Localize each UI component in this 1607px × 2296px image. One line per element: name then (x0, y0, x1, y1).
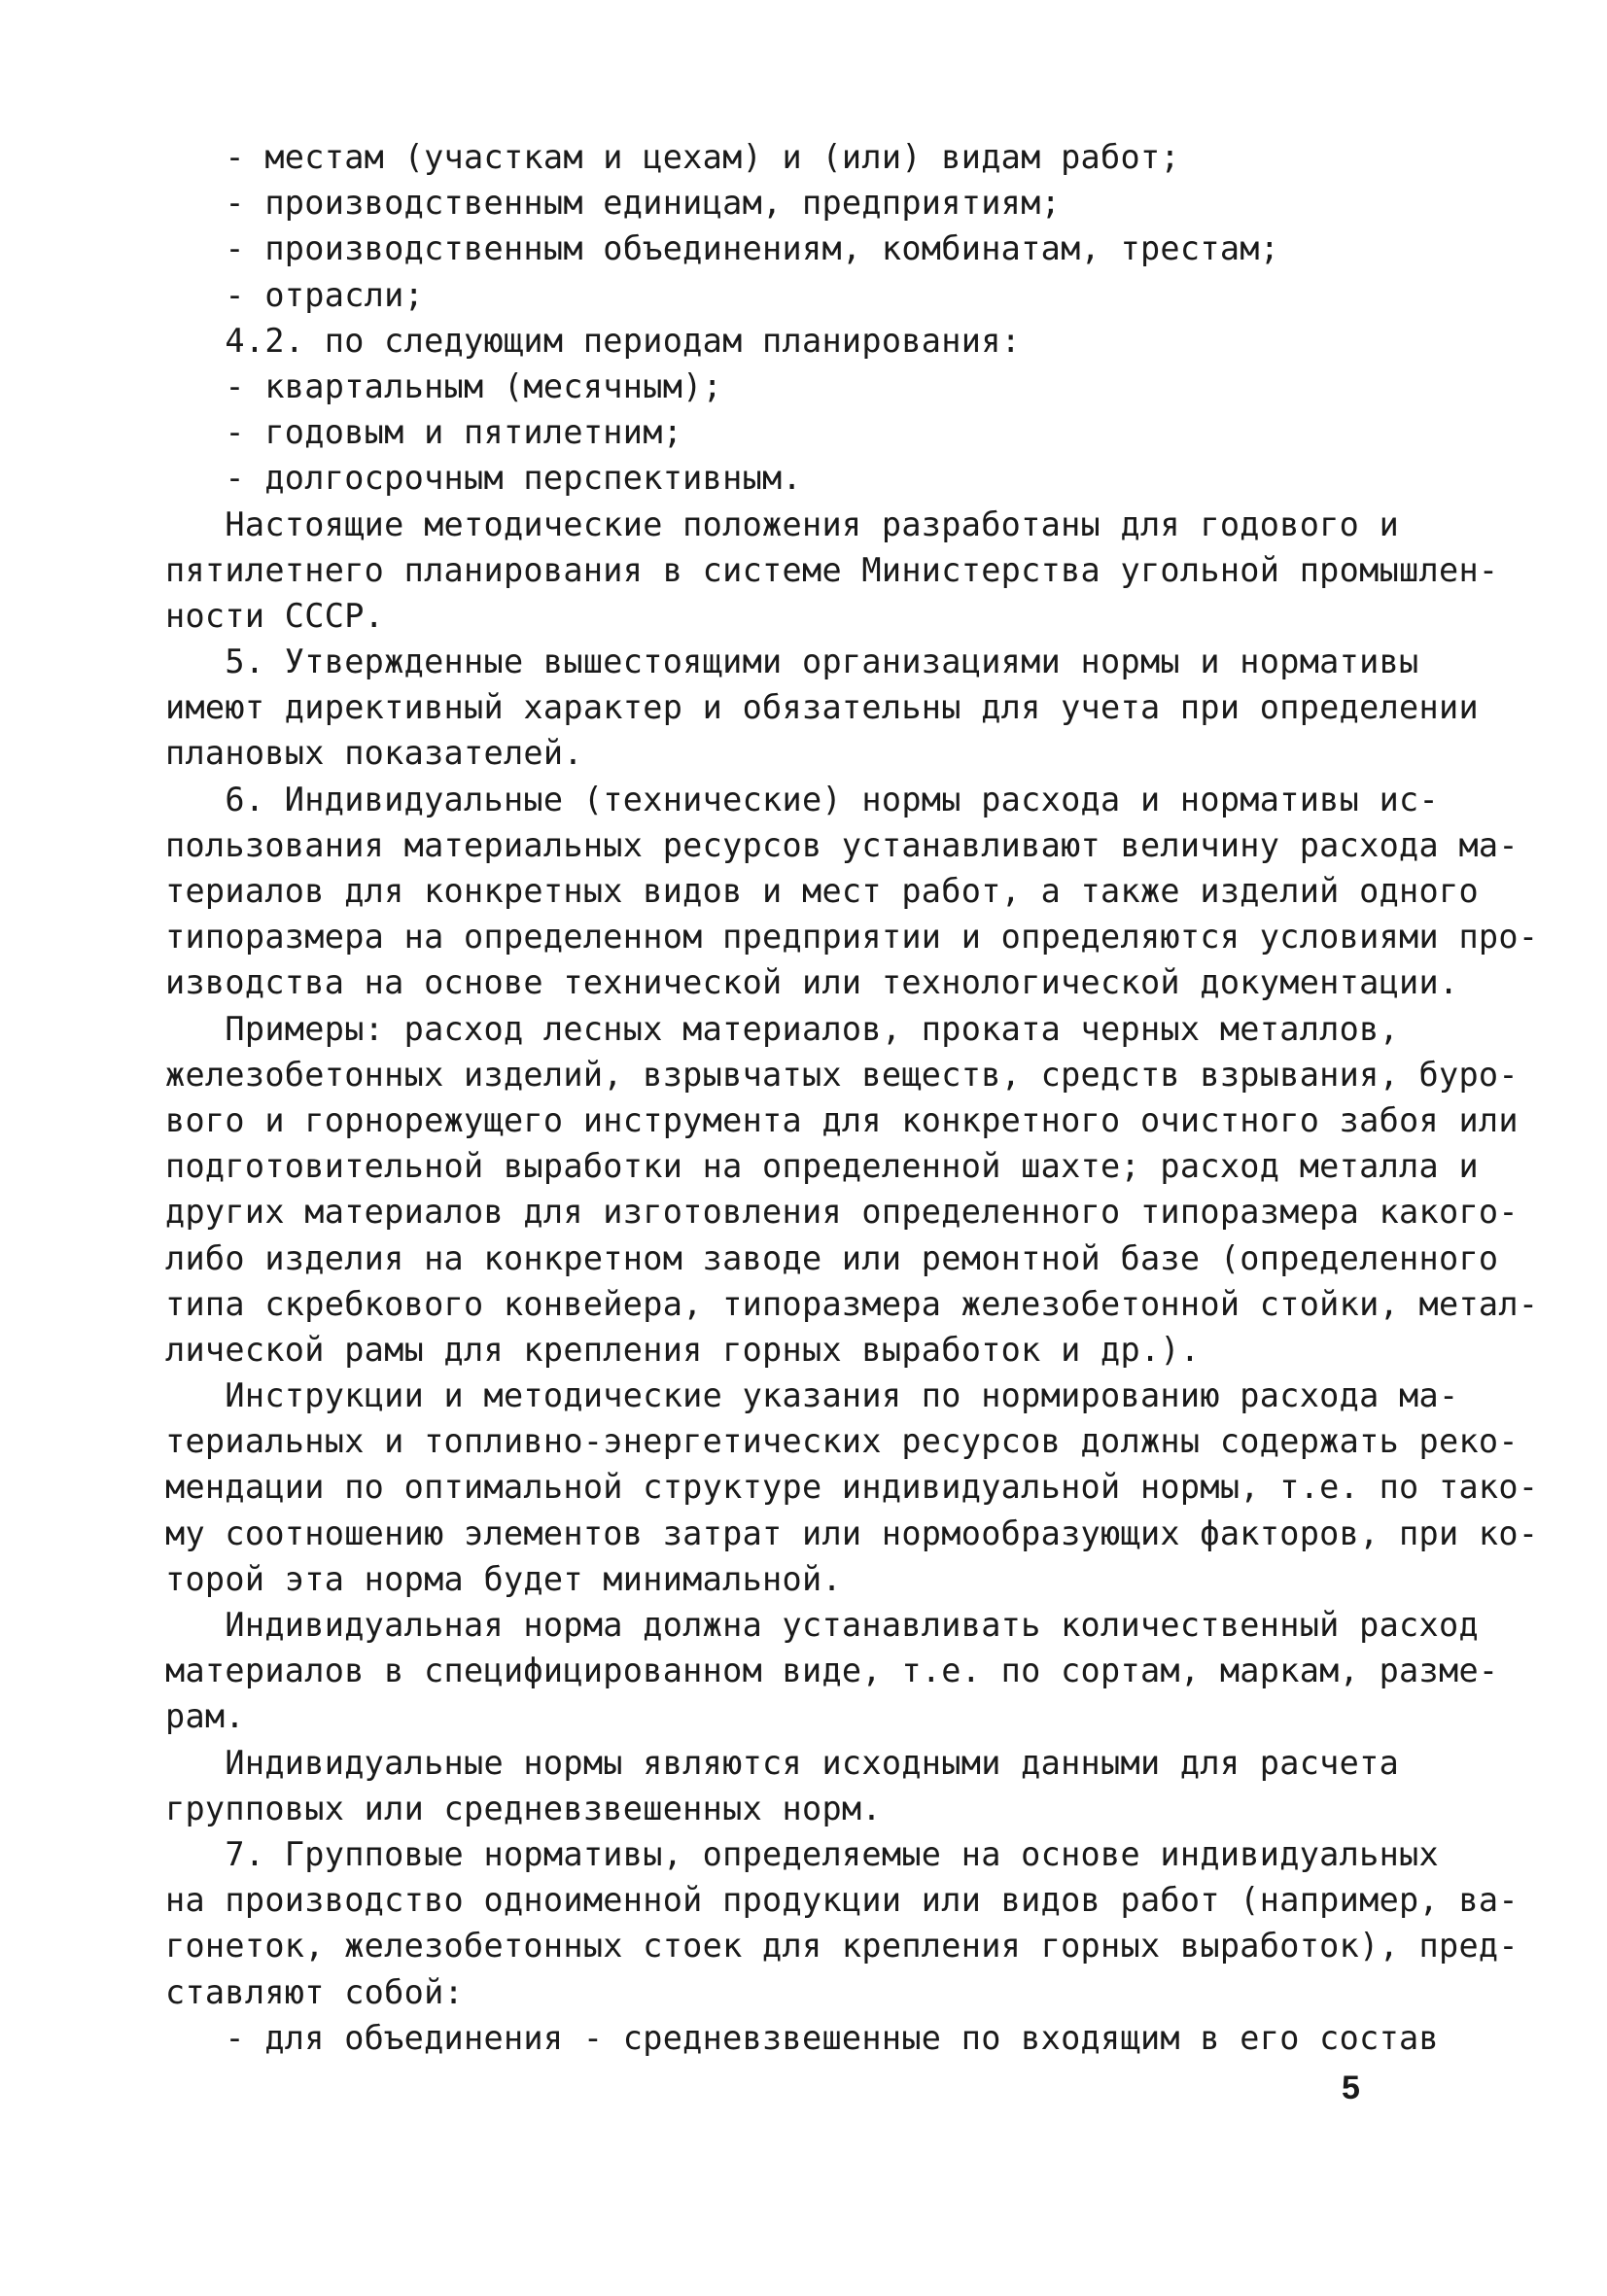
text-line: имеют директивный характер и обязательны для учета при определении (165, 688, 1479, 727)
body-text (165, 134, 1539, 2061)
text-line: лической рамы для крепления горных выработок и др.). (165, 1330, 1201, 1369)
text-line: 7. Групповые нормативы, определяемые на основе индивидуальных (165, 1834, 1439, 1873)
text-line: - местам (участкам и цехам) и (или) видам работ; (165, 138, 1180, 176)
text-line: подготовительной выработки на определенной шахте; расход металла и (165, 1147, 1479, 1186)
text-line: железобетонных изделий, взрывчатых веществ, средств взрывания, буро- (165, 1055, 1519, 1094)
text-line: Индивидуальная норма должна устанавливать количественный расход (165, 1606, 1479, 1644)
text-line: плановых показателей. (165, 734, 583, 773)
text-line: вого и горнорежущего инструмента для конкретного очистного забоя или (165, 1100, 1519, 1139)
text-line: - отрасли; (165, 275, 425, 314)
text-line: Примеры: расход лесных материалов, проката черных металлов, (165, 1009, 1400, 1048)
text-line: на производство одноименной продукции или видов работ (например, ва- (165, 1881, 1519, 1920)
text-line: либо изделия на конкретном заводе или ремонтной базе (определенного (165, 1238, 1499, 1277)
text-line: торой эта норма будет минимальной. (165, 1559, 842, 1598)
text-line: 5. Утвержденные вышестоящими организациями нормы и нормативы (165, 643, 1419, 681)
text-line: рам. (165, 1697, 245, 1736)
text-line: типоразмера на определенном предприятии и определяются условиями про- (165, 918, 1539, 957)
text-line: ности СССР. (165, 596, 385, 635)
text-line: 6. Индивидуальные (технические) нормы расхода и нормативы ис- (165, 780, 1439, 818)
text-line: пользования материальных ресурсов устанавливают величину расхода ма- (165, 825, 1519, 864)
text-line: 4.2. по следующим периодам планирования: (165, 321, 1022, 360)
text-line: - годовым и пятилетним; (165, 413, 683, 452)
text-line: - производственным единицам, предприятиям; (165, 184, 1062, 223)
text-line: Индивидуальные нормы являются исходными данными для расчета (165, 1743, 1400, 1782)
text-line: изводства на основе технической или технологической документации. (165, 963, 1459, 1002)
text-line: ставляют собой: (165, 1972, 465, 2011)
text-line: му соотношению элементов затрат или нормообразующих факторов, при ко- (165, 1513, 1539, 1552)
text-line: пятилетнего планирования в системе Министерства угольной промышлен- (165, 550, 1499, 589)
text-line: - долгосрочным перспективным. (165, 459, 802, 498)
text-line: групповых или средневзвешенных норм. (165, 1789, 882, 1827)
text-line: - для объединения - средневзвешенные по входящим в его состав (165, 2018, 1439, 2057)
text-line: териальных и топливно-энергетических ресурсов должны содержать реко- (165, 1422, 1519, 1461)
text-line: - производственным объединениям, комбинатам, трестам; (165, 229, 1280, 268)
text-line: Настоящие методические положения разработаны для годового и (165, 504, 1400, 543)
text-line: - квартальным (месячным); (165, 366, 723, 405)
text-line: материалов в специфицированном виде, т.е. по сортам, маркам, разме- (165, 1652, 1499, 1690)
text-line: мендации по оптимальной структуре индивидуальной нормы, т.е. по тако- (165, 1468, 1539, 1507)
page-number: 5 (1342, 2070, 1360, 2106)
text-line: териалов для конкретных видов и мест работ, а также изделий одного (165, 872, 1479, 910)
text-line: других материалов для изготовления определенного типоразмера какого- (165, 1193, 1519, 1232)
text-line: Инструкции и методические указания по нормированию расхода ма- (165, 1376, 1459, 1415)
text-line: гонеток, железобетонных стоек для крепления горных выработок), пред- (165, 1927, 1519, 1966)
text-line: типа скребкового конвейера, типоразмера железобетонной стойки, метал- (165, 1284, 1539, 1323)
